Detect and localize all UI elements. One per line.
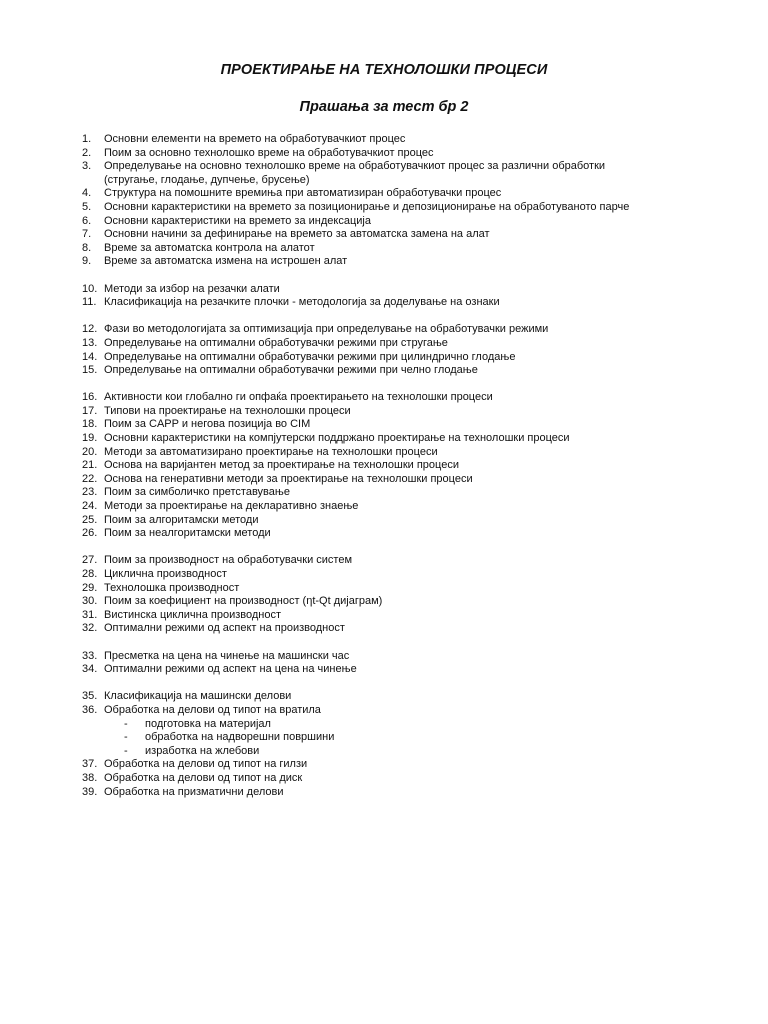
question-number: 8.	[82, 241, 92, 254]
question-item	[82, 486, 722, 500]
question-text-block	[104, 160, 722, 187]
question-text-block	[104, 527, 722, 541]
question-item	[82, 527, 722, 541]
question-text: Време за автоматска контрола на алатот	[104, 241, 315, 254]
question-text-block	[104, 595, 722, 609]
question-text-block	[104, 201, 722, 215]
question-text-block	[104, 473, 722, 487]
question-number: 17.	[82, 404, 98, 417]
question-item	[82, 582, 722, 596]
question-item	[82, 283, 722, 297]
question-text-continuation: (стругање, глодање, дупчење, брусење)	[104, 173, 310, 186]
question-text: Време за автоматска измена на истрошен алат	[104, 255, 348, 268]
question-number: 26.	[82, 527, 98, 540]
question-text: Оптимални режими од аспект на цена на чинење	[104, 663, 357, 676]
question-text-block	[104, 609, 722, 623]
question-text: Структура на помошните времиња при автоматизиран обработувачки процес	[104, 187, 502, 200]
question-item	[82, 296, 722, 310]
question-text: Обработка на делови од типот на диск	[104, 771, 303, 784]
question-text-block	[104, 772, 722, 786]
question-item	[82, 622, 722, 636]
question-text: Поим за неалгоритамски методи	[104, 527, 271, 540]
question-text-block	[104, 418, 722, 432]
question-text: Типови на проектирање на технолошки процеси	[104, 404, 351, 417]
question-text: Определување на оптимални обработувачки режими при челно глодање	[104, 364, 478, 377]
subitem-dash: -	[124, 731, 128, 744]
question-number: 35.	[82, 690, 98, 703]
question-item	[82, 242, 722, 256]
question-number: 9.	[82, 255, 92, 268]
question-number: 38.	[82, 771, 98, 784]
question-text-block	[104, 500, 722, 514]
question-number: 31.	[82, 608, 98, 621]
question-text: Определување на оптимални обработувачки режими при цилиндрично глодање	[104, 350, 516, 363]
question-number: 14.	[82, 350, 98, 363]
subitem-text: обработка на надворешни површини	[145, 731, 335, 744]
question-group	[82, 650, 722, 677]
question-text: Оптимални режими од аспект на производност	[104, 622, 345, 635]
question-number: 11.	[82, 296, 97, 309]
question-text-block	[104, 486, 722, 500]
question-text: Методи за избор на резачки алати	[104, 282, 280, 295]
question-text-block	[104, 228, 722, 242]
question-item	[82, 473, 722, 487]
question-text: Основни начини за дефинирање на времето за автоматска замена на алат	[104, 228, 490, 241]
question-text-block	[104, 364, 722, 378]
question-number: 29.	[82, 581, 98, 594]
question-number: 4.	[82, 187, 92, 200]
question-text-block	[104, 459, 722, 473]
question-number: 36.	[82, 703, 98, 716]
question-number: 22.	[82, 472, 98, 485]
question-number: 7.	[82, 228, 92, 241]
subitem-text: изработка на жлебови	[145, 744, 260, 757]
question-text: Циклична производност	[104, 568, 227, 580]
question-number: 28.	[82, 568, 98, 580]
question-text-block	[104, 337, 722, 351]
question-item	[82, 215, 722, 229]
question-text: Поим за производност на обработувачки систем	[104, 554, 353, 567]
question-item	[82, 432, 722, 446]
question-number: 30.	[82, 595, 98, 608]
question-number: 3.	[82, 160, 92, 173]
question-group	[82, 283, 722, 310]
question-subitem	[82, 718, 722, 732]
question-number: 39.	[82, 785, 98, 798]
question-group	[82, 391, 722, 541]
question-number: 1.	[82, 133, 92, 145]
question-text-block	[104, 391, 722, 405]
question-number: 32.	[82, 622, 98, 635]
question-number: 6.	[82, 214, 92, 227]
question-item	[82, 391, 722, 405]
question-text-block	[104, 568, 722, 582]
question-item	[82, 160, 722, 187]
question-number: 33.	[82, 649, 98, 662]
question-text-block	[104, 622, 722, 636]
subitem-dash: -	[124, 717, 128, 730]
question-item	[82, 228, 722, 242]
question-text: Определување на оптимални обработувачки режими при стругање	[104, 336, 448, 349]
question-text: Поим за CAPP и негова позиција во CIM	[104, 418, 311, 431]
question-number: 16.	[82, 391, 98, 404]
document-title: ПРОЕКТИРАЊЕ НА ТЕХНОЛОШКИ ПРОЦЕСИ	[220, 62, 548, 78]
question-item	[82, 446, 722, 460]
question-item	[82, 201, 722, 215]
question-item	[82, 609, 722, 623]
question-text-block	[104, 133, 722, 147]
question-text-block	[104, 554, 722, 568]
document-subtitle: Прашања за тест бр 2	[299, 99, 469, 115]
question-text: Основни карактеристики на компјутерски поддржано проектирање на технолошки процеси	[104, 432, 570, 445]
question-text: Основни карактеристики на времето за позиционирање и депозиционирање на обработуваното парче	[104, 200, 630, 213]
question-text-block	[104, 582, 722, 596]
question-item	[82, 554, 722, 568]
question-item	[82, 514, 722, 528]
question-group	[82, 690, 722, 799]
question-item	[82, 595, 722, 609]
question-text: Обработка на делови од типот на гилзи	[104, 758, 308, 771]
subitem-text: подготовка на материјал	[145, 717, 271, 730]
question-text-block	[104, 215, 722, 229]
question-list	[82, 133, 722, 799]
question-item	[82, 351, 722, 365]
question-item	[82, 337, 722, 351]
question-number: 34.	[82, 663, 98, 676]
question-text-block	[104, 187, 722, 201]
question-item	[82, 147, 722, 161]
question-item	[82, 133, 722, 147]
question-number: 21.	[82, 459, 98, 472]
question-text: Основни елементи на времето на обработувачкиот процес	[104, 133, 406, 145]
question-number: 15.	[82, 364, 98, 377]
question-number: 10.	[82, 282, 98, 295]
question-text: Основа на варијантен метод за проектирање на технолошки процеси	[104, 459, 459, 472]
question-text: Вистинска циклична производност	[104, 608, 282, 621]
question-text-block	[104, 704, 722, 718]
question-number: 2.	[82, 146, 92, 159]
question-item	[82, 187, 722, 201]
question-item	[82, 663, 722, 677]
question-text-block	[104, 786, 722, 800]
question-item	[82, 418, 722, 432]
question-item	[82, 255, 722, 269]
question-text: Поим за коефициент на производност (ηt-Qt дијаграм)	[104, 595, 383, 608]
question-text-block	[104, 690, 722, 704]
question-text: Обработка на делови од типот на вратила	[104, 703, 321, 716]
question-group	[82, 323, 722, 377]
question-text: Активности кои глобално ги опфаќа проектирањето на технолошки процеси	[104, 391, 493, 404]
question-item	[82, 568, 722, 582]
question-text: Методи за проектирање на декларативно знаење	[104, 500, 359, 513]
question-item	[82, 772, 722, 786]
question-item	[82, 323, 722, 337]
question-text: Поим за алгоритамски методи	[104, 513, 259, 526]
question-number: 5.	[82, 200, 92, 213]
question-group	[82, 554, 722, 636]
question-text: Поим за основно технолошко време на обработувачкиот процес	[104, 146, 434, 159]
question-item	[82, 650, 722, 664]
question-item	[82, 459, 722, 473]
question-group	[82, 133, 722, 269]
question-number: 18.	[82, 418, 98, 431]
question-text-block	[104, 405, 722, 419]
question-number: 24.	[82, 500, 98, 513]
question-item	[82, 405, 722, 419]
question-text: Обработка на призматични делови	[104, 785, 284, 798]
question-text-block	[104, 663, 722, 677]
question-text-block	[104, 446, 722, 460]
question-number: 23.	[82, 486, 98, 499]
question-number: 37.	[82, 758, 98, 771]
question-text: Основа на генеративни методи за проектирање на технолошки процеси	[104, 472, 473, 485]
question-subitem	[82, 731, 722, 745]
question-text-block	[104, 351, 722, 365]
question-text-block	[104, 323, 722, 337]
question-number: 13.	[82, 336, 98, 349]
question-text-block	[104, 283, 722, 297]
question-text: Методи за автоматизирано проектирање на технолошки процеси	[104, 445, 438, 458]
question-number: 27.	[82, 554, 98, 567]
question-item	[82, 500, 722, 514]
question-item	[82, 690, 722, 704]
question-item	[82, 786, 722, 800]
question-text-block	[104, 650, 722, 664]
question-text: Класификација на резачките плочки - методологија за доделување на ознаки	[104, 296, 500, 309]
question-text-block	[104, 255, 722, 269]
question-text-block	[104, 242, 722, 256]
question-text: Пресметка на цена на чинење на машински час	[104, 649, 350, 662]
question-number: 12.	[82, 323, 98, 336]
question-text: Определување на основно технолошко време на обработувачкиот процес за различни обработки	[104, 160, 606, 173]
question-text: Фази во методологијата за оптимизација при определување на обработувачки режими	[104, 323, 549, 336]
question-item	[82, 704, 722, 718]
question-text-block	[104, 758, 722, 772]
question-text-block	[104, 296, 722, 310]
question-number: 25.	[82, 513, 98, 526]
question-text: Класификација на машински делови	[104, 690, 292, 703]
question-subitem	[82, 745, 722, 759]
question-text: Основни карактеристики на времето за индексација	[104, 214, 371, 227]
question-item	[82, 364, 722, 378]
question-text-block	[104, 432, 722, 446]
question-number: 19.	[82, 432, 98, 445]
subitem-dash: -	[124, 744, 128, 757]
question-text: Поим за симболичко претставување	[104, 486, 290, 499]
question-text-block	[104, 147, 722, 161]
question-item	[82, 758, 722, 772]
question-number: 20.	[82, 445, 98, 458]
question-text-block	[104, 514, 722, 528]
question-text: Технолошка производност	[104, 581, 240, 594]
